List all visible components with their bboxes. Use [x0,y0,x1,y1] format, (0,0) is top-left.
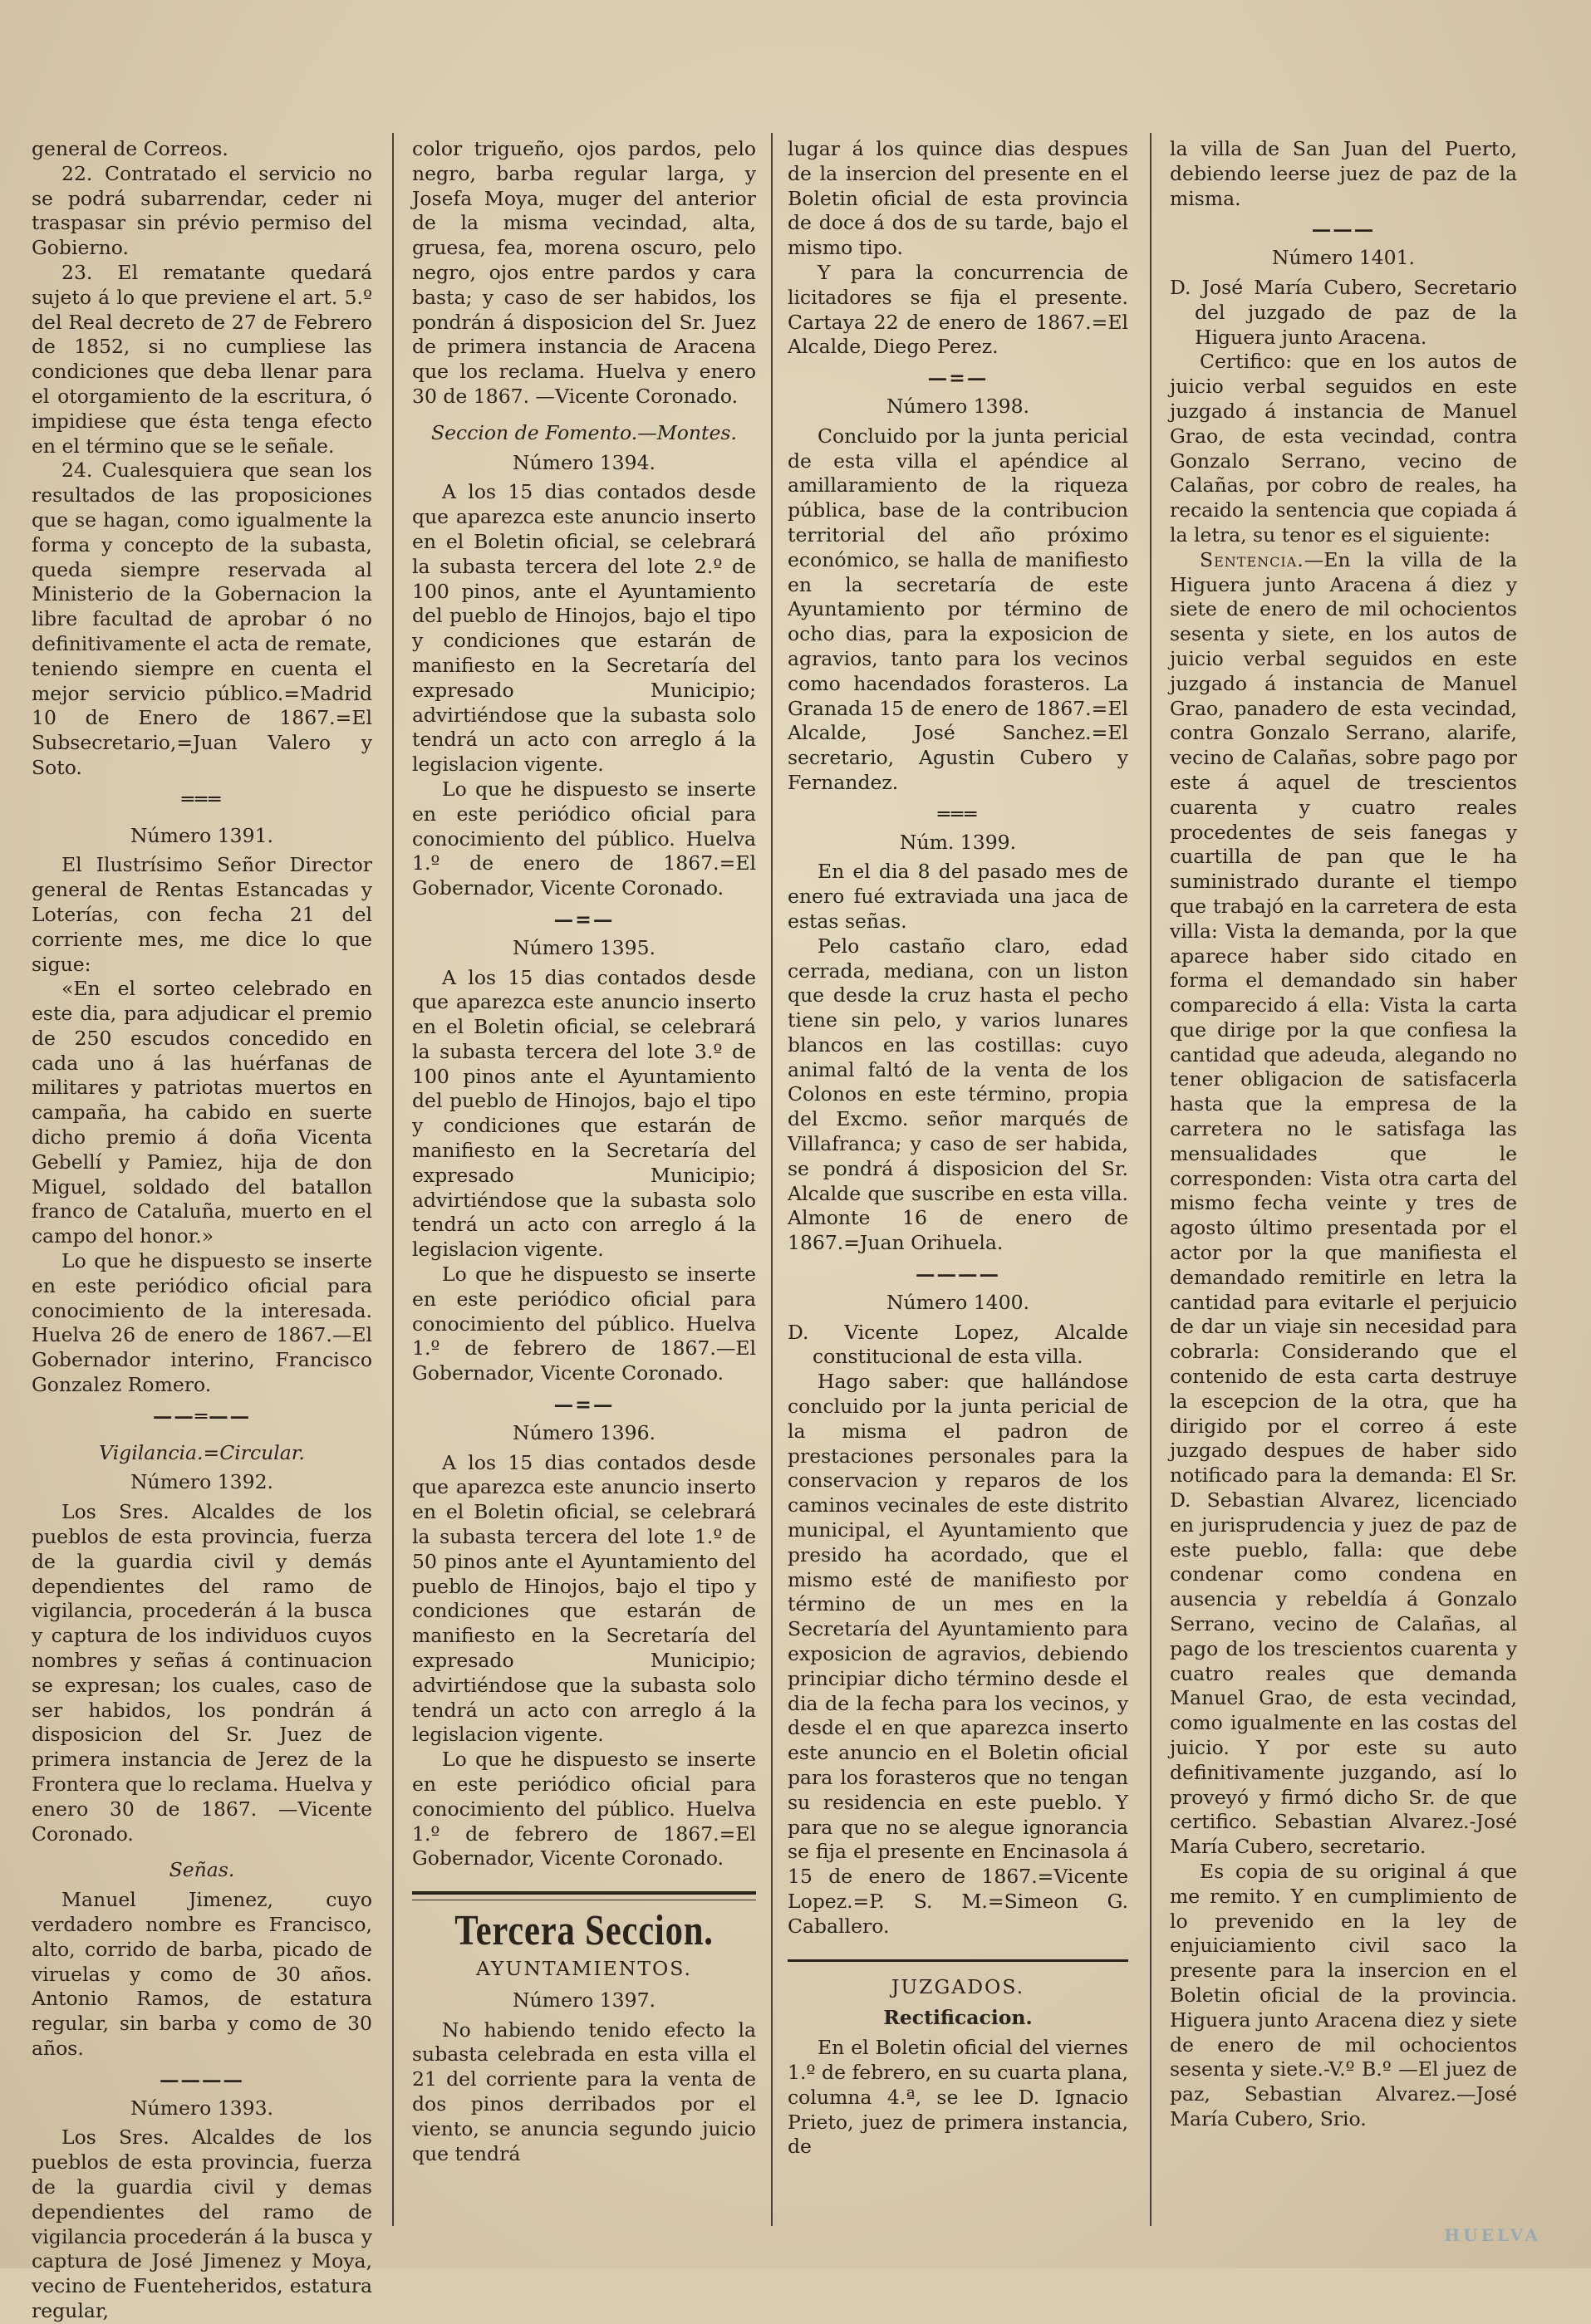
column-2 [412,137,756,2166]
separator: ———— [160,2067,244,2091]
notice-number: Número 1393. [130,2096,274,2120]
column-1 [32,137,372,2324]
paragraph: Lo que he dispuesto se inserte en este periódico oficial para conocimiento del público. Huelva 1.º de enero de 1867.=El Gobernador, Vicente Coronado. [412,777,756,900]
subheading: Rectificacion. [883,2006,1033,2030]
paragraph: general de Correos. [32,137,228,160]
column-rule [771,133,773,2226]
paragraph: Manuel Jimenez, cuyo verdadero nombre es Francisco, alto, corrido de barba, picado de viruelas y como de 30 años. Antonio Ramos, de estatura regular, sin barba y como de 30 años. [32,1888,372,2060]
separator: ———— [916,1263,1000,1287]
paragraph: 23. El rematante quedará sujeto á lo que previene el art. 5.º del Real decreto de 27 de Febrero de 1852, si no cumpliese las condiciones que deba llenar para el otorgamiento de la escritura, ó impidiese que ésta tenga efecto en el término que se le señale. [32,260,372,458]
section-heading: Vigilancia.=Circular. [99,1440,305,1464]
notice-number: Número 1395. [512,935,656,959]
separator: ═══ [937,802,979,826]
paragraph: D. José María Cubero, Secretario del juzgado de paz de la Higuera junto Aracena. [1170,275,1517,349]
notice-number: Número 1397. [512,1988,656,2012]
notice-number: Núm. 1399. [899,830,1017,854]
paragraph: En el dia 8 del pasado mes de enero fué extraviada una jaca de estas señas. [788,860,1128,933]
paragraph: la villa de San Juan del Puerto, debiendo leerse juez de paz de la misma. [1170,137,1517,210]
paragraph: Pelo castaño claro, edad cerrada, mediana, con un liston que desde la cruz hasta el pecho tiene sin pelo, y varios lunares blancos en las costillas: cuyo animal faltó de la venta de los Colonos en este término, propia del Excmo. señor marqués de Villafranca; y caso de ser habida, se pondrá á disposicion del Sr. Alcalde que suscribe en esta villa. Almonte 16 de enero de 1867.=Juan Orihuela. [788,934,1128,1255]
paragraph: Los Sres. Alcaldes de los pueblos de esta provincia, fuerza de la guardia civil y demás dependientes del ramo de vigilancia, procederán á la busca y captura de los individuos cuyos nombres y señas á continuacion se expresan; los cuales, caso de ser habidos, los pondrán á disposicion del Sr. Juez de primera instancia de Jerez de la Frontera que lo reclama. Huelva y enero 30 de 1867. —Vicente Coronado. [32,1500,372,1846]
paragraph: Lo que he dispuesto se inserte en este periódico oficial para conocimiento de la interesada. Huelva 26 de enero de 1867.—El Gobernador interino, Francisco Gonzalez Romero. [32,1249,372,1397]
paragraph: En el Boletin oficial del viernes 1.º de febrero, en su cuarta plana, columna 4.ª, se lee D. Ignacio Prieto, juez de primera instancia, de [788,2036,1128,2159]
paragraph: lugar á los quince dias despues de la insercion del presente en el Boletin oficial de esta provincia de doce á dos de su tarde, bajo el mismo tipo. [788,137,1128,260]
column-3 [788,137,1128,2160]
paragraph: Certifico: que en los autos de juicio verbal seguidos en este juzgado á instancia de Manuel Grao, de esta vecindad, contra Gonzalo Serrano, vecino de Calañas, por cobro de reales, ha recaido la sentencia que copiada á la letra, su tenor es el siguiente: [1170,350,1517,547]
subheading: Señas. [169,1858,235,1882]
paragraph: A los 15 dias contados desde que aparezca este anuncio inserto en el Boletin oficial, se celebrará la subasta tercera del lote 1.º de 50 pinos ante el Ayuntamiento del pueblo de Hinojos, bajo el tipo y condiciones que estarán de manifiesto en la Secretaría del expresado Municipio; advirtiéndose que la subasta solo tendrá un acto con arreglo á la legislacion vigente. [412,1450,756,1747]
paragraph: 24. Cualesquiera que sean los resultados de las proposiciones que se hagan, como igualmente la forma y concepto de la subasta, queda siempre reservada al Ministerio de la Gobernacion la libre facultad de aprobar ó no definitivamente el acta de remate, teniendo siempre en cuenta el mejor servicio público.=Madrid 10 de Enero de 1867.=El Subsecretario,=Juan Valero y Soto. [32,458,372,779]
section-heading: Seccion de Fomento.—Montes. [431,420,737,444]
paragraph: A los 15 dias contados desde que aparezca este anuncio inserto en el Boletin oficial, se celebrará la subasta tercera del lote 3.º de 100 pinos ante el Ayuntamiento del pueblo de Hinojos, bajo el tipo y condiciones que estarán de manifiesto en la Secretaría del expresado Municipio; advirtiéndose que la subasta solo tendrá un acto con arreglo á la legislacion vigente. [412,965,756,1262]
notice-number: Número 1398. [886,394,1030,418]
sentence-label: Sentencia. [1200,547,1304,571]
column-4 [1170,137,1517,2132]
separator: —=— [927,366,989,390]
separator: ═══ [181,787,223,811]
paragraph: color trigueño, ojos pardos, pelo negro, barba regular larga, y Josefa Moya, muger del anterior de la misma vecindad, alta, gruesa, fea, morena oscuro, pelo negro, ojos entre pardos y cara basta; y caso de ser habidos, los pondrán á disposicion del Sr. Juez de primera instancia de Aracena que los reclama. Huelva y enero 30 de 1867. —Vicente Coronado. [412,137,756,408]
section-heading: JUZGADOS. [891,1974,1025,1998]
notice-number: Número 1392. [130,1470,274,1494]
paragraph: Es copia de su original á que me remito. Y en cumplimiento de lo prevenido en la ley de enjuiciamiento civil saco la presente para la insercion en el Boletin oficial de la provincia. Higuera junto Aracena diez y siete de enero de mil ochocientos sesenta y siete.-V.º B.º —El juez de paz, Sebastian Alvarez.—José María Cubero, Srio. [1170,1859,1517,2130]
column-rule [392,133,394,2226]
section-rule [788,1959,1128,1962]
paragraph: Lo que he dispuesto se inserte en este periódico oficial para conocimiento del público. Huelva 1.º de febrero de 1867.—El Gobernador, Vicente Coronado. [412,1263,756,1385]
separator: —=— [553,907,615,931]
section-heading: AYUNTAMIENTOS. [476,1956,692,1980]
paragraph: Hago saber: que hallándose concluido por la junta pericial de la misma el padron de prestaciones personales para la conservacion y reparos de los caminos vecinales de este distrito municipal, el Ayuntamiento que presido ha acordado, que el mismo esté de manifiesto por término de un mes en la Secretaría del Ayuntamiento para exposicion de agravios, debiendo principiar dicho término desde el dia de la fecha para los vecinos, y desde el en que aparezca inserto este anuncio en el Boletin oficial para los forasteros que no tengan su residencia en este pueblo. Y para que no se alegue ignorancia se fija el presente en Encinasola á 15 de enero de 1867.=Vicente Lopez.=P. S. M.=Simeon G. Caballero. [788,1370,1128,1938]
paragraph: D. Vicente Lopez, Alcalde constitucional de esta villa. [788,1320,1128,1369]
paragraph: El Ilustrísimo Señor Director general de Rentas Estancadas y Loterías, con fecha 21 del corriente mes, me dice lo que sigue: [32,853,372,976]
paragraph [1170,548,1517,1860]
separator: ——— [1311,218,1376,242]
notice-number: Número 1396. [512,1420,656,1444]
column-rule [1150,133,1152,2226]
paragraph: 22. Contratado el servicio no se podrá subarrendar, ceder ni traspasar sin prévio permiso del Gobierno. [32,161,372,260]
section-title: Tercera Seccion. [454,1907,714,1955]
watermark-text: HUELVA [1444,2225,1541,2245]
paragraph: A los 15 dias contados desde que aparezca este anuncio inserto en el Boletin oficial, se celebrará la subasta tercera del lote 2.º de 100 pinos, ante el Ayuntamiento del pueblo de Hinojos, bajo el tipo y condiciones que estarán de manifiesto en la Secretaría del expresado Municipio; advirtiéndose que la subasta solo tendrá un acto con arreglo á la legislacion vigente. [412,480,756,777]
notice-number: Número 1401. [1271,246,1416,270]
separator: —=— [553,1393,615,1417]
notice-number: Número 1394. [512,450,656,474]
notice-number: Número 1400. [886,1290,1030,1314]
watermark-logo [1444,2225,1541,2245]
paragraph: Lo que he dispuesto se inserte en este periódico oficial para conocimiento del público. Huelva 1.º de febrero de 1867.=El Gobernador, Vicente Coronado. [412,1748,756,1870]
paragraph: Los Sres. Alcaldes de los pueblos de esta provincia, fuerza de la guardia civil y demas dependientes del ramo de vigilancia procederán á la busca y captura de José Jimenez y Moya, vecino de Fuenteheridos, estatura regular, [32,2125,372,2322]
section-rule [412,1891,756,1895]
paragraph-text: —En la villa de la Higuera junto Aracena á diez y siete de enero de mil ochocientos sesenta y siete, en los autos de juicio verbal seguidos en este juzgado á instancia de Manuel Grao, panadero de esta vecindad, contra Gonzalo Serrano, alarife, vecino de Calañas, sobre pago por este á aquel de trescientos cuarenta y cuatro reales procedentes de seis fanegas y cuartilla de pan que le ha suministrado durante el tiempo que trabajó en la carretera de esta villa: Vista la demanda, por la que aparece haber sido citado en forma el demandado sin haber comparecido á ella: Vista la carta que dirige por la que confiesa la cantidad que adeuda, alegando no tener obligacion de satisfacerla hasta que la empresa de la carretera no le satisfaga las mensualidades que le corresponden: Vista otra carta del mismo fecha veinte y tres de agosto último presentada por el actor por la que manifiesta el demandado remitirle en letra la cantidad para evitarle el perjuicio de dar un viaje sin necesidad para cobrarla: Considerando que el contenido de esta carta destruye la escepcion de la otra, que ha dirigido por el correo á este juzgado despues de haber sido notificado para la demanda: El Sr. D. Sebastian Alvarez, licenciado en jurisprudencia y juez de paz de este pueblo, falla: que debe condenar como condena en ausencia y rebeldía á Gonzalo Serrano, vecino de Calañas, al pago de los trescientos cuarenta y cuatro reales que demanda Manuel Grao, de esta vecindad, como igualmente en las costas del juicio. Y por este su auto definitivamente juzgando, así lo proveyó y firmó dicho Sr. de que certifico. Sebastian Alvarez.-José María Cubero, secretario. [1170,547,1517,1859]
paragraph: Y para la concurrencia de licitadores se fija el presente. Cartaya 22 de enero de 1867.=El Alcalde, Diego Perez. [788,260,1128,359]
paragraph: No habiendo tenido efecto la subasta celebrada en esta villa el 21 del corriente para la venta de dos pinos derribados por el viento, se anuncia segundo juicio que tendrá [412,2018,756,2165]
paragraph: «En el sorteo celebrado en este dia, para adjudicar el premio de 250 escudos concedido en cada uno á las huérfanas de militares y patriotas muertos en campaña, ha cabido en suerte dicho premio á doña Vicenta Gebellí y Pamiez, hija de don Miguel, soldado del batallon franco de Cataluña, muerto en el campo del honor.» [32,977,372,1248]
notice-number: Número 1391. [130,823,274,847]
paragraph: Concluido por la junta pericial de esta villa el apéndice al amillaramiento de la riqueza pública, base de la contribucion territorial del año próximo económico, se halla de manifiesto en la secretaría de este Ayuntamiento por término de ocho dias, para la exposicion de agravios, tanto para los vecinos como hacendados forasteros. La Granada 15 de enero de 1867.=El Alcalde, José Sanchez.=El secretario, Agustin Cubero y Fernandez. [788,424,1128,794]
separator: ——═—— [152,1404,252,1428]
